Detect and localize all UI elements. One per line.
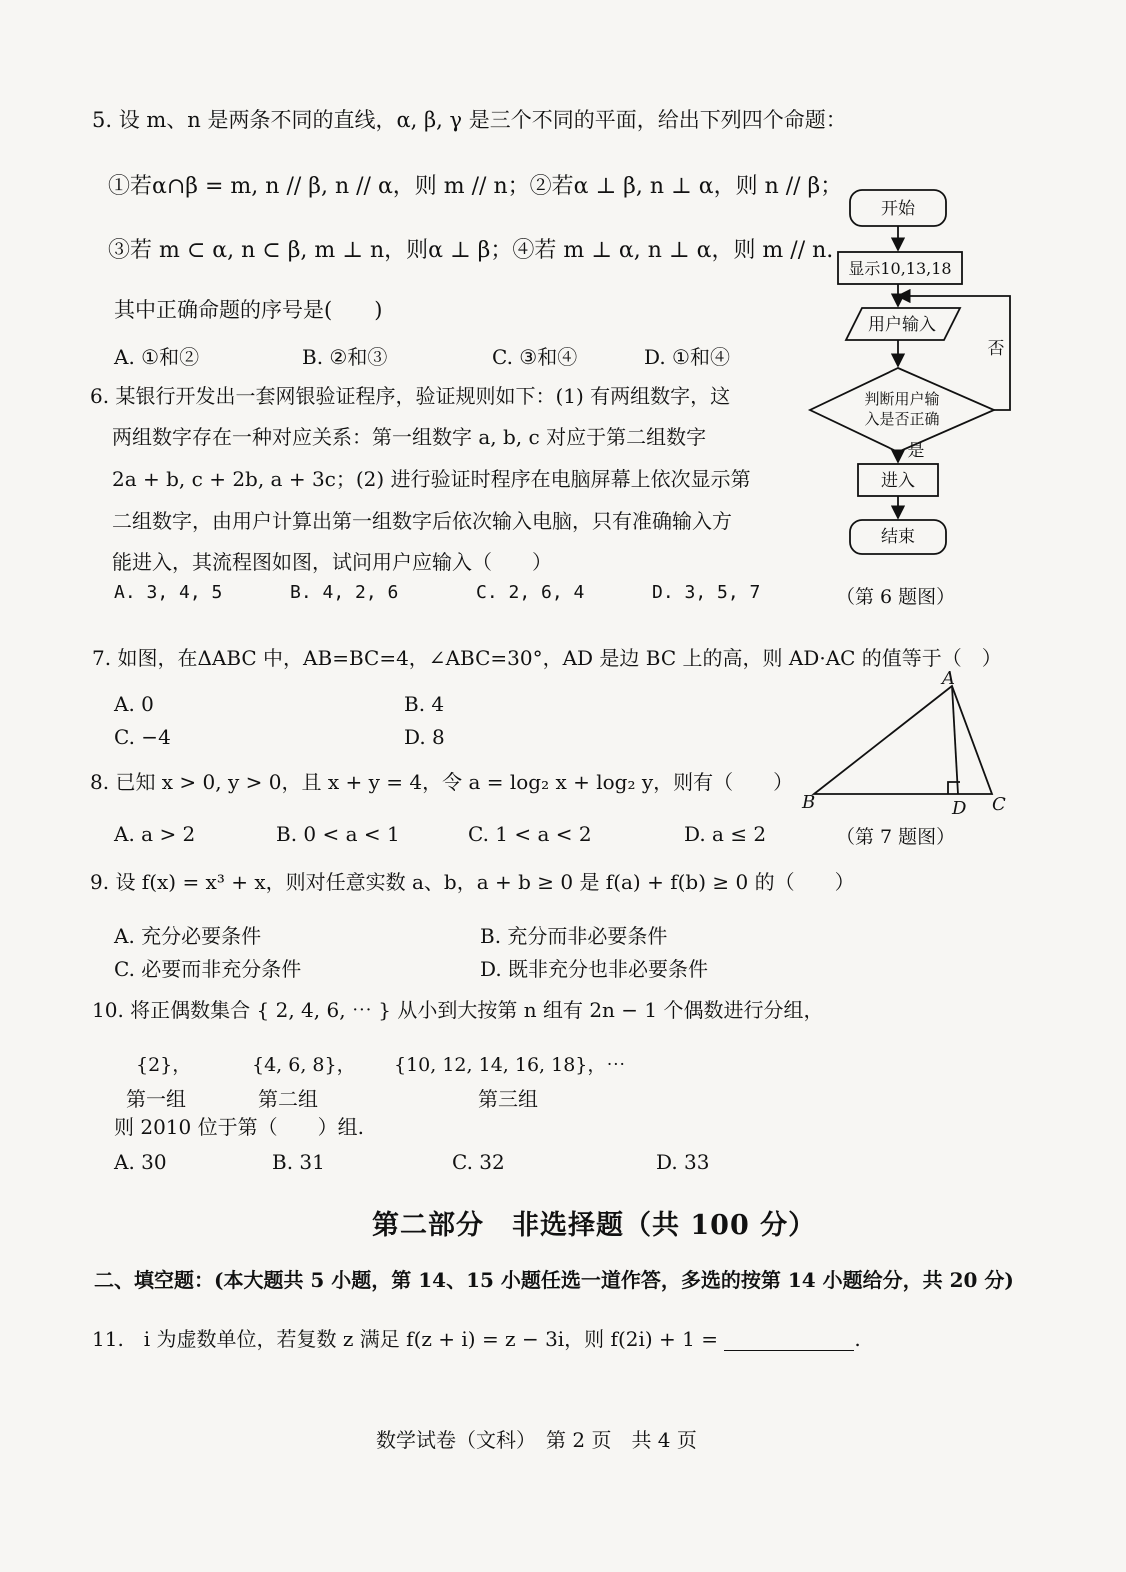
q11-answer-blank[interactable] [724, 1328, 854, 1351]
vertex-b-label: B [802, 792, 816, 813]
q9-option-b: B. 充分而非必要条件 [480, 924, 668, 948]
q6-option-b: B. 4, 2, 6 [290, 582, 399, 603]
q6-line-2: 两组数字存在一种对应关系：第一组数字 a, b, c 对应于第二组数字 [112, 425, 707, 449]
q9-stem: 9. 设 f(x) = x³ + x，则对任意实数 a、b，a + b ≥ 0 是 f(a) + f(b) ≥ 0 的（ ） [90, 870, 855, 894]
q6-figure-caption: （第 6 题图） [836, 586, 956, 608]
q6-flowchart [800, 180, 1020, 560]
q5-stem: 5. 设 m、n 是两条不同的直线，α, β, γ 是三个不同的平面，给出下列四个命题： [92, 108, 847, 132]
q8-option-b: B. 0 < a < 1 [276, 822, 400, 846]
section-fill-in-heading: 二、填空题：(本大题共 5 小题，第 14、15 小题任选一道作答，多选的按第 14 小题给分，共 20 分) [94, 1268, 1014, 1292]
q11-period: . [854, 1327, 861, 1351]
q8-option-a: A. a > 2 [114, 822, 196, 846]
q10-option-b: B. 31 [272, 1150, 325, 1174]
flow-yes-label: 是 [907, 441, 925, 461]
q8-option-c: C. 1 < a < 2 [468, 822, 592, 846]
q6-option-c: C. 2, 6, 4 [476, 582, 585, 603]
q5-option-a: A. ①和② [114, 345, 200, 369]
flow-decision-label-1: 判断用户输 [864, 390, 940, 408]
q6-line-5: 能进入，其流程图如图，试问用户应输入（ ） [112, 550, 552, 574]
flow-input-label: 用户输入 [868, 315, 936, 335]
q10-group-label-2: 第二组 [258, 1087, 318, 1111]
part-two-heading: 第二部分 非选择题（共 100 分） [372, 1210, 817, 1241]
q10-group-label-1: 第一组 [126, 1087, 186, 1111]
q9-option-c: C. 必要而非充分条件 [114, 957, 302, 981]
q8-stem: 8. 已知 x > 0, y > 0，且 x + y = 4，令 a = log₂ x + log₂ y，则有（ ） [90, 770, 794, 794]
q5-propositions-1-2: ①若α∩β = m, n // β, n // α，则 m // n；②若α ⊥ β, n ⊥ α，则 n // β； [108, 174, 843, 199]
q7-triangle-figure [796, 668, 1016, 818]
q6-line-3: 2a + b, c + 2b, a + 3c；(2) 进行验证时程序在电脑屏幕上依次显示第 [112, 467, 751, 491]
q10-group-1: {2}， [136, 1054, 192, 1076]
q7-option-d: D. 8 [404, 725, 445, 749]
vertex-c-label: C [992, 794, 1006, 815]
flow-display-label: 显示10,13,18 [848, 259, 952, 278]
q11-stem [92, 1327, 861, 1351]
q10-group-label-3: 第三组 [478, 1087, 538, 1111]
triangle-abc [814, 686, 992, 794]
q5-ask: 其中正确命题的序号是( ) [114, 298, 383, 322]
flow-enter-label: 进入 [881, 471, 915, 491]
q5-option-b: B. ②和③ [302, 345, 388, 369]
q8-option-d: D. a ≤ 2 [684, 822, 767, 846]
q6-option-d: D. 3, 5, 7 [652, 582, 761, 603]
q10-option-c: C. 32 [452, 1150, 505, 1174]
q5-option-d: D. ①和④ [644, 345, 730, 369]
q9-option-a: A. 充分必要条件 [114, 924, 262, 948]
q7-stem: 7. 如图，在ΔABC 中，AB=BC=4，∠ABC=30°，AD 是边 BC 上的高，则 AD·AC 的值等于（ ） [92, 646, 1002, 670]
q10-option-d: D. 33 [656, 1150, 710, 1174]
q10-stem: 10. 将正偶数集合 { 2, 4, 6, ⋯ } 从小到大按第 n 组有 2n − 1 个偶数进行分组， [92, 998, 824, 1022]
q6-line-1: 6. 某银行开发出一套网银验证程序，验证规则如下：(1) 有两组数字，这 [90, 384, 731, 408]
q9-option-d: D. 既非充分也非必要条件 [480, 957, 709, 981]
flow-no-label: 否 [987, 339, 1005, 359]
q5-option-c: C. ③和④ [492, 345, 578, 369]
flow-end-label: 结束 [881, 527, 915, 547]
q7-figure-caption: （第 7 题图） [836, 826, 956, 848]
page-footer: 数学试卷（文科） 第 2 页 共 4 页 [376, 1428, 697, 1452]
q6-option-a: A. 3, 4, 5 [114, 582, 223, 603]
q7-option-c: C. −4 [114, 725, 171, 749]
vertex-a-label: A [942, 668, 955, 689]
q7-option-a: A. 0 [114, 692, 154, 716]
q6-line-4: 二组数字，由用户计算出第一组数字后依次输入电脑，只有准确输入方 [112, 509, 732, 533]
q10-ask: 则 2010 位于第（ ）组. [114, 1115, 364, 1139]
flow-decision-label-2: 入是否正确 [864, 410, 940, 428]
q10-group-2: {4, 6, 8}， [252, 1054, 356, 1076]
q5-propositions-3-4: ③若 m ⊂ α, n ⊂ β, m ⊥ n，则α ⊥ β；④若 m ⊥ α, n ⊥ α，则 m // n. [108, 238, 834, 263]
q10-group-3: {10, 12, 14, 16, 18}，⋯ [394, 1054, 626, 1076]
q11-text: 11. i 为虚数单位，若复数 z 满足 f(z + i) = z − 3i，则 f(2i) + 1 = [92, 1327, 718, 1351]
vertex-d-label: D [952, 798, 967, 818]
q10-option-a: A. 30 [114, 1150, 167, 1174]
q7-option-b: B. 4 [404, 692, 445, 716]
flow-start-label: 开始 [881, 199, 915, 219]
